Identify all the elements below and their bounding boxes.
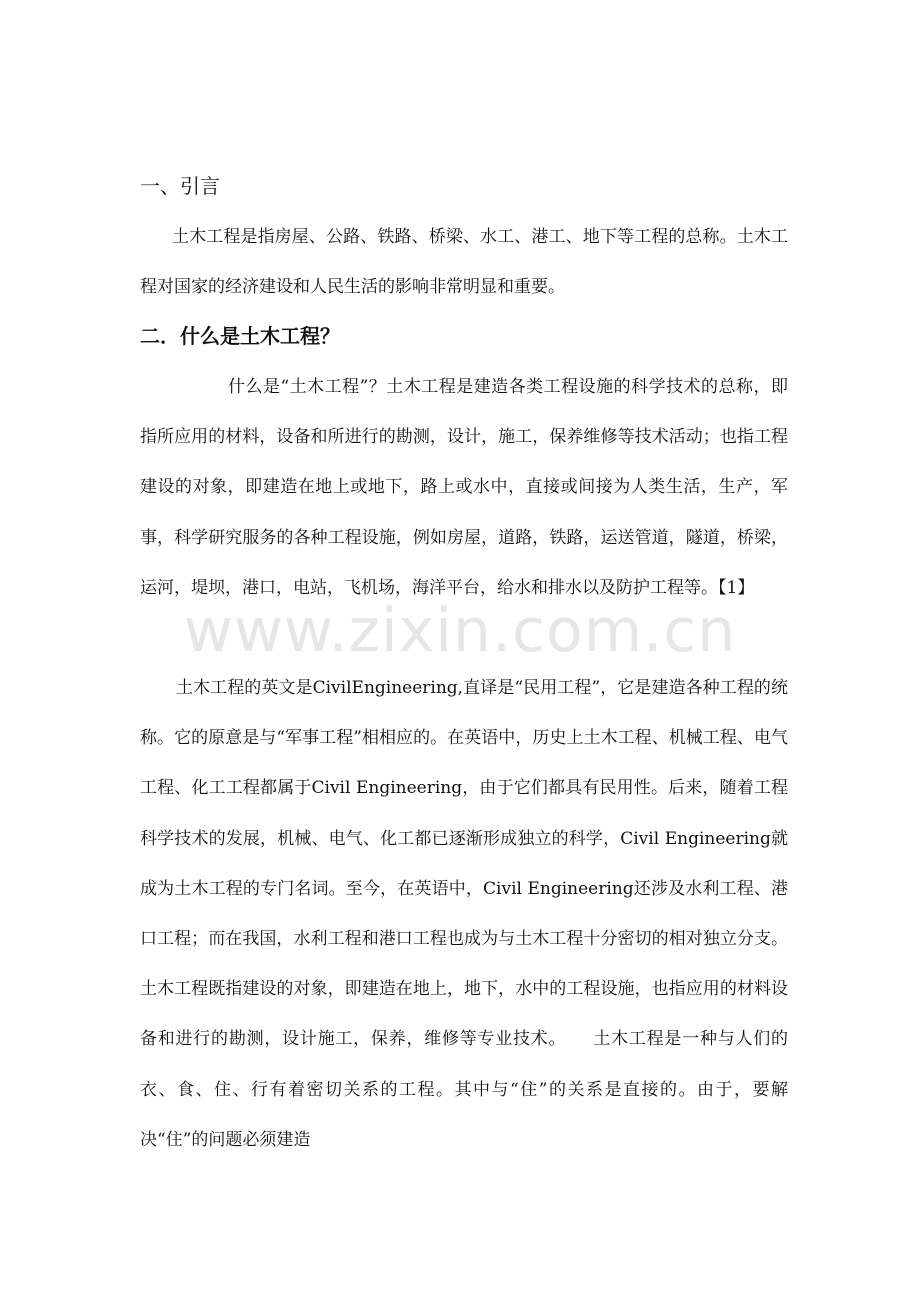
section-heading-what-is-civil-engineering: 二．什么是土木工程？: [140, 324, 340, 348]
section-heading-introduction: 一、引言: [140, 174, 220, 198]
watermark: www.zixin.com.cn: [183, 596, 737, 666]
paragraph-english-term: 土木工程的英文是CivilEngineering,直译是“民用工程”，它是建造各种工程的统称。它的原意是与“军事工程”相相应的。在英语中，历史上土木工程、机械工程、电气工程、化工工程都属于Civil Engineering，由于它们都具有民用性。后来，随着工程科学技术的发展，机械、电气、化工都已逐渐形成独立的科学，Civil Engineering就成为土木工程的专门名词。至今，在英语中，Civil Engineering还涉及水利工程、港口工程；而在我国，水利工程和港口工程也成为与土木工程十分密切的相对独立分支。土木工程既指建设的对象，即建造在地上，地下，水中的工程设施，也指应用的材料设备和进行的勘测，设计施工，保养，维修等专业技术。 土木工程是一种与人们的衣、食、住、行有着密切关系的工程。其中与“住”的关系是直接的。由于，要解决“住”的问题必须建造: [140, 678, 788, 1150]
paragraph-introduction: 土木工程是指房屋、公路、铁路、桥梁、水工、港工、地下等工程的总称。土木工程对国家的经济建设和人民生活的影响非常明显和重要。: [140, 227, 788, 298]
paragraph-definition: 什么是“土木工程”？土木工程是建造各类工程设施的科学技术的总称，即指所应用的材料，设备和所进行的勘测，设计，施工，保养维修等技术活动；也指工程建设的对象，即建造在地上或地下，路上或水中，直接或间接为人类生活，生产，军事，科学研究服务的各种工程设施，例如房屋，道路，铁路，运送管道，隧道，桥梁，运河，堤坝，港口，电站，飞机场，海洋平台，给水和排水以及防护工程等。【1】: [140, 377, 788, 598]
